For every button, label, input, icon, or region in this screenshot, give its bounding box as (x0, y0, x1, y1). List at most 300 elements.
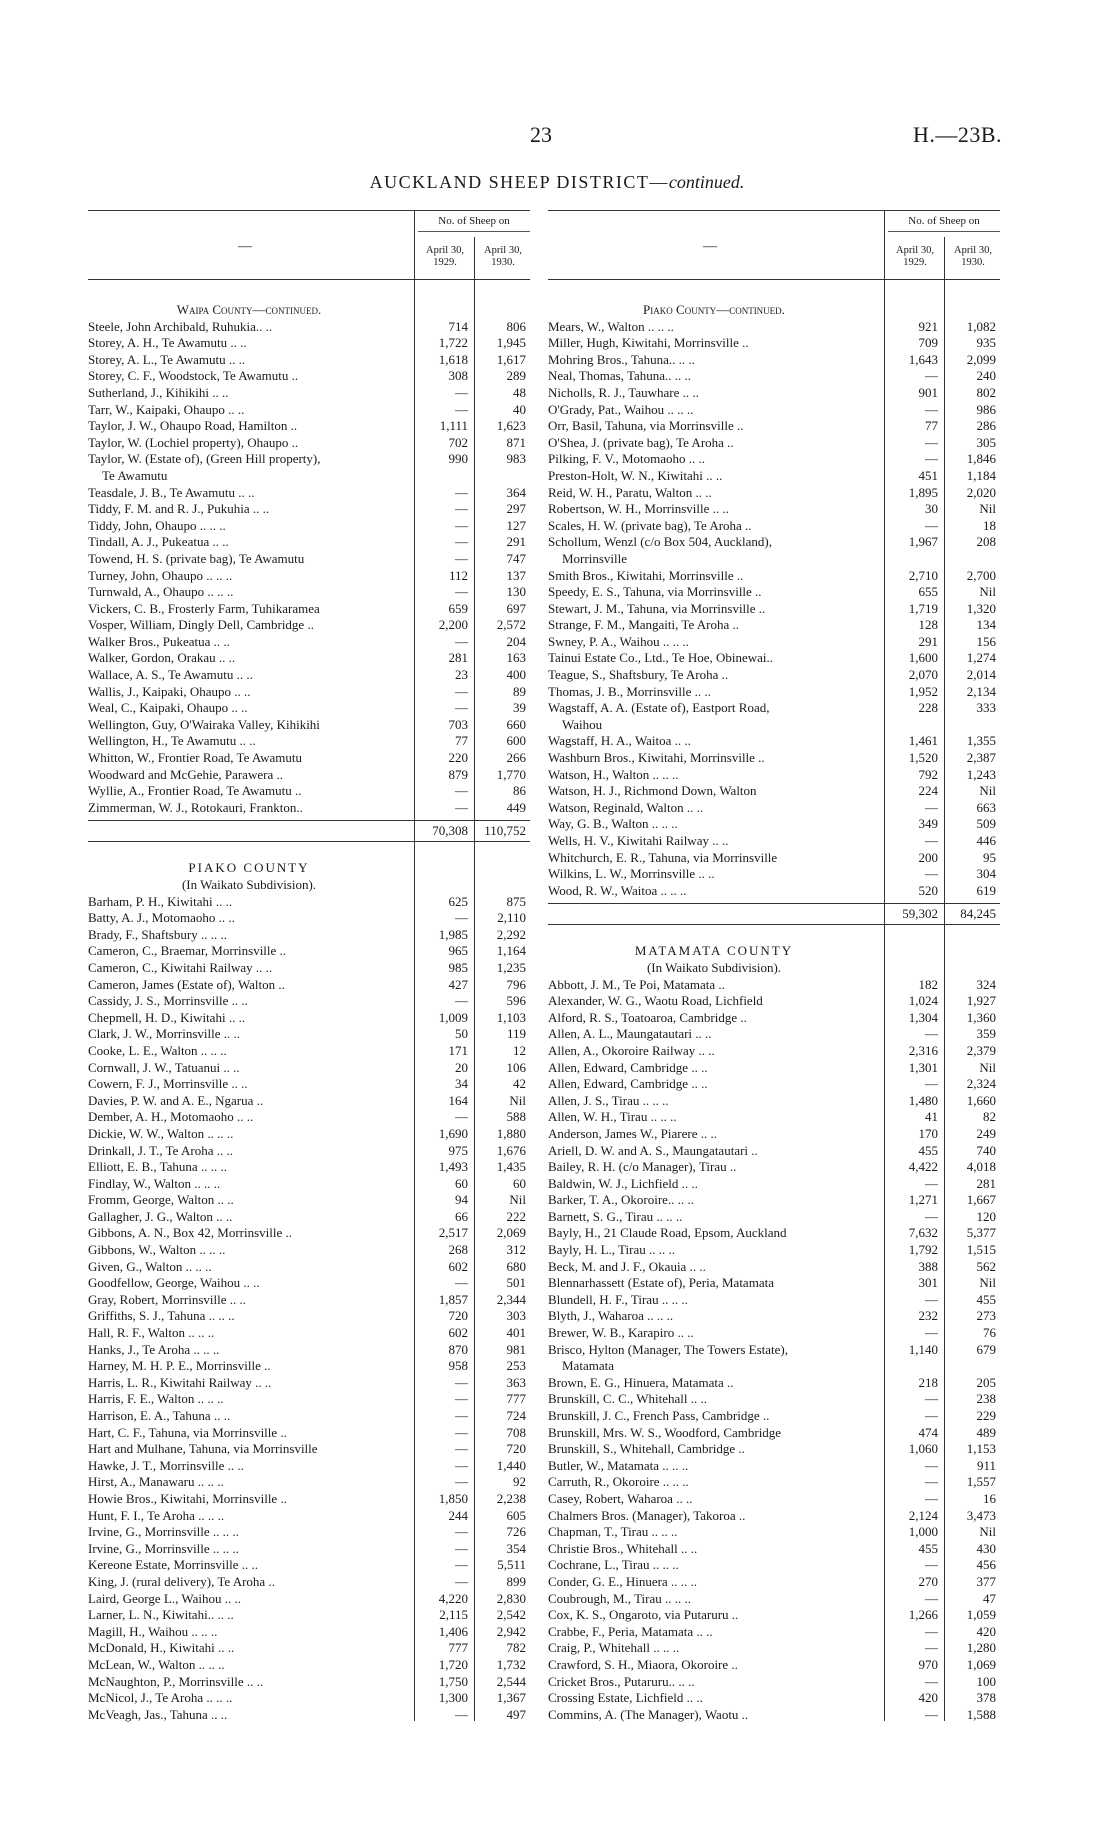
section-heading (88, 302, 530, 319)
sheep-1929: 1,967 (908, 534, 938, 550)
sheep-1929: 1,480 (908, 1092, 938, 1108)
owner-name: Tindall, A. J., Pukeatua .. .. (88, 534, 229, 550)
owner-name: Dickie, W. W., Walton .. .. .. (88, 1125, 234, 1141)
owner-name: Harney, M. H. P. E., Morrinsville .. (88, 1358, 271, 1374)
sheep-1930: 509 (976, 816, 996, 832)
header-col-1929 (418, 245, 472, 269)
sheep-1929: — (925, 517, 938, 533)
owner-name: Waihou (562, 716, 603, 732)
header-divider (414, 211, 415, 279)
owner-name: Elliott, E. B., Tahuna .. .. .. (88, 1159, 227, 1175)
table-row (548, 1574, 1000, 1591)
sheep-1930: 1,515 (966, 1242, 996, 1258)
sheep-1930: 1,435 (496, 1159, 526, 1175)
sheep-1929: 714 (448, 318, 468, 334)
owner-name: Storey, A. H., Te Awamutu .. .. (88, 335, 247, 351)
table-row (548, 1026, 1000, 1043)
sheep-1929: 232 (918, 1308, 938, 1324)
sheep-1929: 2,115 (439, 1607, 468, 1623)
table-row (88, 1491, 530, 1508)
table-row (88, 717, 530, 734)
section-heading (548, 302, 1000, 319)
sheep-1929: 625 (448, 893, 468, 909)
sheep-1930: 2,099 (966, 351, 996, 367)
sheep-1929: — (925, 1291, 938, 1307)
owner-name: Drinkall, J. T., Te Aroha .. .. (88, 1142, 233, 1158)
sheep-1929: — (455, 1408, 468, 1423)
sheep-1930: 76 (983, 1325, 996, 1341)
owner-name: Reid, W. H., Paratu, Walton .. .. (548, 484, 712, 500)
table-row (548, 667, 1000, 684)
owner-name: Smith Bros., Kiwitahi, Morrinsville .. (548, 567, 744, 583)
sheep-1929: — (455, 1374, 468, 1390)
owner-name: Wagstaff, A. A. (Estate of), Eastport Road, (548, 700, 770, 716)
sheep-1930: 1,667 (966, 1192, 996, 1208)
sheep-1930: 106 (506, 1059, 526, 1075)
sheep-1929: 170 (918, 1125, 938, 1141)
table-row (548, 1541, 1000, 1558)
sheep-1930: 127 (506, 517, 526, 533)
owner-name: Anderson, James W., Piarere .. .. (548, 1125, 717, 1141)
owner-name: Nicholls, R. J., Tauwhare .. .. (548, 384, 699, 400)
table-row (88, 684, 530, 701)
table-row (88, 1109, 530, 1126)
owner-name: Gray, Robert, Morrinsville .. .. (88, 1291, 247, 1307)
table-row (548, 368, 1000, 385)
owner-name: Blennarhassett (Estate of), Peria, Matamata (548, 1275, 774, 1291)
sheep-1930: 2,238 (496, 1490, 526, 1506)
table-row (548, 385, 1000, 402)
sheep-1929: 659 (448, 600, 468, 616)
sheep-1929: 1,271 (908, 1192, 938, 1208)
table-row (548, 601, 1000, 618)
sheep-1929: 879 (448, 766, 468, 782)
table-row (548, 650, 1000, 667)
header-col-1930 (476, 245, 530, 269)
sheep-1930: 2,830 (496, 1590, 526, 1606)
sheep-1930: 1,557 (966, 1474, 996, 1490)
table-row (88, 1159, 530, 1176)
sheep-1930: 446 (976, 833, 996, 848)
sheep-1929: — (925, 1208, 938, 1224)
sheep-1929: — (925, 1590, 938, 1606)
table-row (548, 518, 1000, 535)
sheep-1930: 205 (976, 1374, 996, 1390)
table-row (88, 894, 530, 911)
owner-name: Wyllie, A., Frontier Road, Te Awamutu .. (88, 783, 302, 799)
table-row (548, 1126, 1000, 1143)
sheep-1930: 1,243 (966, 766, 996, 782)
owner-name: Zimmerman, W. J., Rotokauri, Frankton.. (88, 799, 303, 815)
sheep-1930: 2,014 (966, 667, 996, 683)
table-row (88, 385, 530, 402)
table-row (548, 816, 1000, 833)
sheep-1929: 990 (448, 451, 468, 467)
sheep-1930: Nil (509, 1192, 526, 1208)
sheep-1929: 1,985 (438, 926, 468, 942)
owner-name: Gibbons, A. N., Box 42, Morrinsville .. (88, 1225, 293, 1241)
owner-name: Barnett, S. G., Tirau .. .. .. (548, 1208, 683, 1224)
total-1929: 70,308 (432, 823, 468, 839)
owner-name: Magill, H., Waihou .. .. .. (88, 1623, 218, 1639)
sheep-1930: 871 (506, 434, 526, 450)
owner-name: Gibbons, W., Walton .. .. .. (88, 1242, 226, 1258)
sheep-1929: 792 (918, 766, 938, 782)
sheep-1930: 291 (506, 534, 526, 550)
sheep-1929: 2,710 (908, 567, 938, 583)
sheep-1929: — (925, 799, 938, 815)
sheep-1930: 156 (976, 633, 996, 649)
sheep-1929: 4,422 (908, 1159, 938, 1175)
sheep-1930: 1,235 (496, 959, 526, 975)
owner-name: Tiddy, F. M. and R. J., Pukuhia .. .. (88, 501, 270, 517)
owner-name: Storey, A. L., Te Awamutu .. .. (88, 351, 246, 367)
table-row (548, 534, 1000, 551)
sheep-1929: 182 (918, 976, 938, 992)
header-group: No. of Sheep on (888, 215, 1000, 232)
sheep-1930: 86 (513, 783, 526, 799)
table-row (88, 1275, 530, 1292)
owner-name: Brisco, Hylton (Manager, The Towers Estate), (548, 1341, 788, 1357)
table-row (88, 1126, 530, 1143)
sheep-1929: 1,406 (438, 1623, 468, 1639)
column-divider (884, 278, 885, 1721)
sheep-1930: 120 (976, 1208, 996, 1224)
table-row (548, 1143, 1000, 1160)
table-row (548, 435, 1000, 452)
table-row (88, 1591, 530, 1608)
header-divider (474, 237, 475, 279)
owner-name: Swney, P. A., Waihou .. .. .. (548, 633, 689, 649)
sheep-1929: 281 (448, 650, 468, 666)
owner-name: Hanks, J., Te Aroha .. .. .. (88, 1341, 220, 1357)
sheep-1930: Nil (979, 1275, 996, 1291)
sheep-1929: 420 (918, 1690, 938, 1706)
sheep-1929: — (925, 866, 938, 882)
owner-name: Washburn Bros., Kiwitahi, Morrinsville .. (548, 750, 765, 766)
table-row (88, 667, 530, 684)
sheep-1930: Nil (979, 501, 996, 517)
table-row (548, 551, 1000, 568)
sheep-1930: 377 (976, 1573, 996, 1589)
document-reference: H.—23B. (912, 122, 1002, 147)
table-row (548, 1308, 1000, 1325)
sheep-1930: 18 (983, 517, 996, 533)
sheep-1930: 48 (513, 384, 526, 400)
right-table (548, 210, 1000, 1723)
sheep-1929: 2,316 (908, 1042, 938, 1058)
owner-name: Crossing Estate, Lichfield .. .. (548, 1690, 703, 1706)
sheep-1930: 266 (506, 750, 526, 766)
sheep-1930: 720 (506, 1441, 526, 1457)
table-row (548, 1607, 1000, 1624)
table-row (548, 402, 1000, 419)
table-row (88, 1458, 530, 1475)
table-row (88, 1010, 530, 1027)
sheep-1929: 1,520 (908, 750, 938, 766)
sheep-1929: 1,493 (438, 1159, 468, 1175)
table-row (548, 1408, 1000, 1425)
table-row (88, 617, 530, 634)
owner-name: Clark, J. W., Morrinsville .. .. (88, 1026, 241, 1042)
sheep-1930: 2,324 (966, 1076, 996, 1092)
owner-name: Brown, E. G., Hinuera, Matamata .. (548, 1374, 734, 1390)
owner-name: Bayly, H., 21 Claude Road, Epsom, Auckland (548, 1225, 787, 1241)
sheep-1929: 7,632 (908, 1225, 938, 1241)
table-row (548, 1491, 1000, 1508)
table-row (548, 634, 1000, 651)
owner-name: Hunt, F. I., Te Aroha .. .. .. (88, 1507, 225, 1523)
owner-name: Tarr, W., Kaipaki, Ohaupo .. .. (88, 401, 245, 417)
sheep-1929: 30 (925, 501, 938, 517)
sheep-1930: 3,473 (966, 1507, 996, 1523)
owner-name: Morrinsville (562, 550, 627, 566)
sheep-1929: — (925, 1076, 938, 1092)
sheep-1930: 363 (506, 1374, 526, 1390)
owner-name: Cameron, C., Kiwitahi Railway .. .. (88, 959, 273, 975)
owner-name: Strange, F. M., Mangaiti, Te Aroha .. (548, 617, 739, 633)
sheep-1930: 796 (506, 976, 526, 992)
sheep-1930: 1,082 (966, 318, 996, 334)
owner-name: Bailey, R. H. (c/o Manager), Tirau .. (548, 1159, 737, 1175)
owner-name: Cameron, C., Braemar, Morrinsville .. (88, 943, 287, 959)
table-row (548, 1358, 1000, 1375)
sheep-1930: 303 (506, 1308, 526, 1324)
sheep-1930: 238 (976, 1391, 996, 1407)
sheep-1930: 95 (983, 849, 996, 865)
sheep-1929: 427 (448, 976, 468, 992)
owner-name: Taylor, J. W., Ohaupo Road, Hamilton .. (88, 418, 298, 434)
owner-name: Cricket Bros., Putaruru.. .. .. (548, 1673, 695, 1689)
owner-name: Hirst, A., Manawaru .. .. .. (88, 1474, 224, 1490)
sheep-1930: 312 (506, 1242, 526, 1258)
owner-name: Blundell, H. F., Tirau .. .. .. (548, 1291, 688, 1307)
sheep-1930: Nil (509, 1092, 526, 1108)
owner-name: Storey, C. F., Woodstock, Te Awamutu .. (88, 368, 299, 384)
sheep-1929: 455 (918, 1142, 938, 1158)
sheep-1929: 970 (918, 1656, 938, 1672)
sheep-1929: 41 (925, 1109, 938, 1125)
sheep-1930: 911 (976, 1457, 996, 1473)
sheep-1930: 60 (513, 1175, 526, 1191)
sheep-1930: 1,880 (496, 1125, 526, 1141)
sheep-1929: 870 (448, 1341, 468, 1357)
sheep-1930: 40 (513, 401, 526, 417)
table-row (88, 1574, 530, 1591)
sheep-1930: 777 (506, 1391, 526, 1407)
sheep-1929: 2,124 (908, 1507, 938, 1523)
owner-name: Schollum, Wenzl (c/o Box 504, Auckland), (548, 534, 773, 550)
table-row (548, 767, 1000, 784)
owner-name: Mohring Bros., Tahuna.. .. .. (548, 351, 695, 367)
sheep-1930: 359 (976, 1026, 996, 1042)
owner-name: Chalmers Bros. (Manager), Takoroa .. (548, 1507, 746, 1523)
owner-name: Findlay, W., Walton .. .. .. (88, 1175, 221, 1191)
table-row (88, 1657, 530, 1674)
sheep-1930: 401 (506, 1325, 526, 1341)
sheep-1929: 1,300 (438, 1690, 468, 1706)
table-row (88, 1707, 530, 1724)
sheep-1930: 935 (976, 335, 996, 351)
sheep-1929: 228 (918, 700, 938, 716)
sheep-1929: — (455, 633, 468, 649)
sheep-1929: 60 (455, 1175, 468, 1191)
owner-name: Beck, M. and J. F., Okauia .. .. (548, 1258, 706, 1274)
sheep-1929: — (455, 1573, 468, 1589)
section-heading-text: MATAMATA COUNTY (634, 943, 794, 959)
sheep-1930: 304 (976, 866, 996, 882)
sheep-1930: 600 (506, 733, 526, 749)
sheep-1929: 270 (918, 1573, 938, 1589)
table-row (88, 1143, 530, 1160)
table-row (548, 1192, 1000, 1209)
sheep-1929: 244 (448, 1507, 468, 1523)
owner-name: Pilking, F. V., Motomaoho .. .. (548, 451, 706, 467)
owner-name: Turnwald, A., Ohaupo .. .. .. (88, 584, 234, 600)
section-heading (548, 943, 1000, 960)
sheep-1930: 2,379 (966, 1042, 996, 1058)
sheep-1929: 1,024 (908, 993, 938, 1009)
owner-name: Howie Bros., Kiwitahi, Morrinsville .. (88, 1490, 287, 1506)
table-row (88, 451, 530, 468)
owner-name: Conder, G. E., Hinuera .. .. .. (548, 1573, 697, 1589)
sheep-1929: 655 (918, 584, 938, 600)
owner-name: McNicol, J., Te Aroha .. .. .. (88, 1690, 233, 1706)
sheep-1930: 163 (506, 650, 526, 666)
owner-name: Crabbe, F., Peria, Matamata .. .. (548, 1623, 713, 1639)
owner-name: Stewart, J. M., Tahuna, via Morrinsville .. (548, 600, 766, 616)
owner-name: Craig, P., Whitehall .. .. .. (548, 1640, 680, 1656)
owner-name: Harris, L. R., Kiwitahi Railway .. .. (88, 1374, 272, 1390)
sheep-1929: — (925, 833, 938, 848)
table-row (88, 1674, 530, 1691)
sheep-1930: Nil (979, 584, 996, 600)
owner-name: Butler, W., Matamata .. .. .. (548, 1457, 689, 1473)
sheep-1930: 2,344 (496, 1291, 526, 1307)
sheep-1930: 663 (976, 799, 996, 815)
sheep-1929: — (455, 1524, 468, 1540)
sheep-1929: 1,000 (908, 1524, 938, 1540)
table-row (548, 1375, 1000, 1392)
owner-name: Irvine, G., Morrinsville .. .. .. (88, 1540, 239, 1556)
owner-name: Abbott, J. M., Te Poi, Matamata .. (548, 976, 725, 992)
sheep-1929: 164 (448, 1092, 468, 1108)
sheep-1930: 289 (506, 368, 526, 384)
owner-name: Vosper, William, Dingly Dell, Cambridge .. (88, 617, 314, 633)
owner-name: Dember, A. H., Motomaoho .. .. (88, 1109, 254, 1125)
table-row (548, 1458, 1000, 1475)
table-row (88, 1690, 530, 1707)
sheep-1930: 400 (506, 667, 526, 683)
sheep-1929: — (455, 799, 468, 815)
sheep-1930: Nil (979, 783, 996, 799)
sheep-1930: 501 (506, 1275, 526, 1291)
owner-name: Crawford, S. H., Miaora, Okoroire .. (548, 1656, 738, 1672)
owner-name: Brady, F., Shaftsbury .. .. .. (88, 926, 227, 942)
sheep-1929: 1,690 (438, 1125, 468, 1141)
sheep-1930: 2,942 (496, 1623, 526, 1639)
owner-name: Orr, Basil, Tahuna, via Morrinsville .. (548, 418, 744, 434)
sheep-1929: 2,200 (438, 617, 468, 633)
sheep-1930: 679 (976, 1341, 996, 1357)
table-row (88, 518, 530, 535)
right-table-header (548, 210, 1000, 280)
table-row (88, 1176, 530, 1193)
table-row (88, 1259, 530, 1276)
section-heading-text: (In Waikato Subdivision). (646, 959, 782, 975)
sheep-1930: 47 (983, 1590, 996, 1606)
sheep-1929: — (925, 1408, 938, 1423)
sheep-1930: 449 (506, 799, 526, 815)
sheep-1930: 1,320 (966, 600, 996, 616)
sheep-1929: — (925, 1640, 938, 1656)
sheep-1929: 455 (918, 1540, 938, 1556)
total-1930: 110,752 (484, 823, 526, 839)
owner-name: McLean, W., Walton .. .. .. (88, 1656, 225, 1672)
sheep-1929: 703 (448, 716, 468, 732)
section-heading (88, 860, 530, 877)
sheep-1930: 378 (976, 1690, 996, 1706)
sheep-1929: 301 (918, 1275, 938, 1291)
sheep-1929: — (455, 1424, 468, 1440)
sheep-1929: 77 (455, 733, 468, 749)
sheep-1930: Nil (979, 1059, 996, 1075)
table-row (548, 1242, 1000, 1259)
table-row (88, 485, 530, 502)
owner-name: Scales, H. W. (private bag), Te Aroha .. (548, 517, 752, 533)
owner-name: Thomas, J. B., Morrinsville .. .. (548, 683, 711, 699)
sheep-1930: 1,103 (496, 1009, 526, 1025)
header-divider (884, 211, 885, 279)
sheep-1929: — (455, 700, 468, 716)
table-row (548, 1624, 1000, 1641)
owner-name: Watson, H., Walton .. .. .. (548, 766, 679, 782)
owner-name: Davies, P. W. and A. E., Ngarua .. (88, 1092, 264, 1108)
sheep-1930: 253 (506, 1358, 526, 1374)
sheep-1929: — (455, 534, 468, 550)
owner-name: Taylor, W. (Estate of), (Green Hill property), (88, 451, 321, 467)
sheep-1930: 281 (976, 1175, 996, 1191)
sheep-1930: 273 (976, 1308, 996, 1324)
owner-name: Allen, A., Okoroire Railway .. .. (548, 1042, 715, 1058)
sheep-1930: 2,544 (496, 1673, 526, 1689)
sheep-1929: 1,461 (908, 733, 938, 749)
owner-name: Sutherland, J., Kihikihi .. .. (88, 384, 229, 400)
sheep-1930: 2,542 (496, 1607, 526, 1623)
owner-name: Blyth, J., Waharoa .. .. .. (548, 1308, 674, 1324)
sheep-1929: — (455, 1557, 468, 1573)
table-row (548, 1275, 1000, 1292)
sheep-1929: 1,600 (908, 650, 938, 666)
sheep-1929: — (925, 368, 938, 384)
table-row (88, 601, 530, 618)
table-row (548, 977, 1000, 994)
table-row (548, 733, 1000, 750)
sheep-1930: 697 (506, 600, 526, 616)
left-table-header (88, 210, 530, 280)
header-group: No. of Sheep on (418, 215, 530, 232)
owner-name: Miller, Hugh, Kiwitahi, Morrinsville .. (548, 335, 749, 351)
owner-name: Laird, George L., Waihou .. .. (88, 1590, 241, 1606)
sheep-1929: 77 (925, 418, 938, 434)
sheep-1930: 100 (976, 1673, 996, 1689)
sheep-1929: — (455, 1109, 468, 1125)
table-row (548, 1176, 1000, 1193)
owner-name: Harrison, E. A., Tahuna .. .. (88, 1408, 231, 1423)
owner-name: Wellington, H., Te Awamutu .. .. (88, 733, 256, 749)
sheep-1930: 249 (976, 1125, 996, 1141)
table-row (548, 1159, 1000, 1176)
